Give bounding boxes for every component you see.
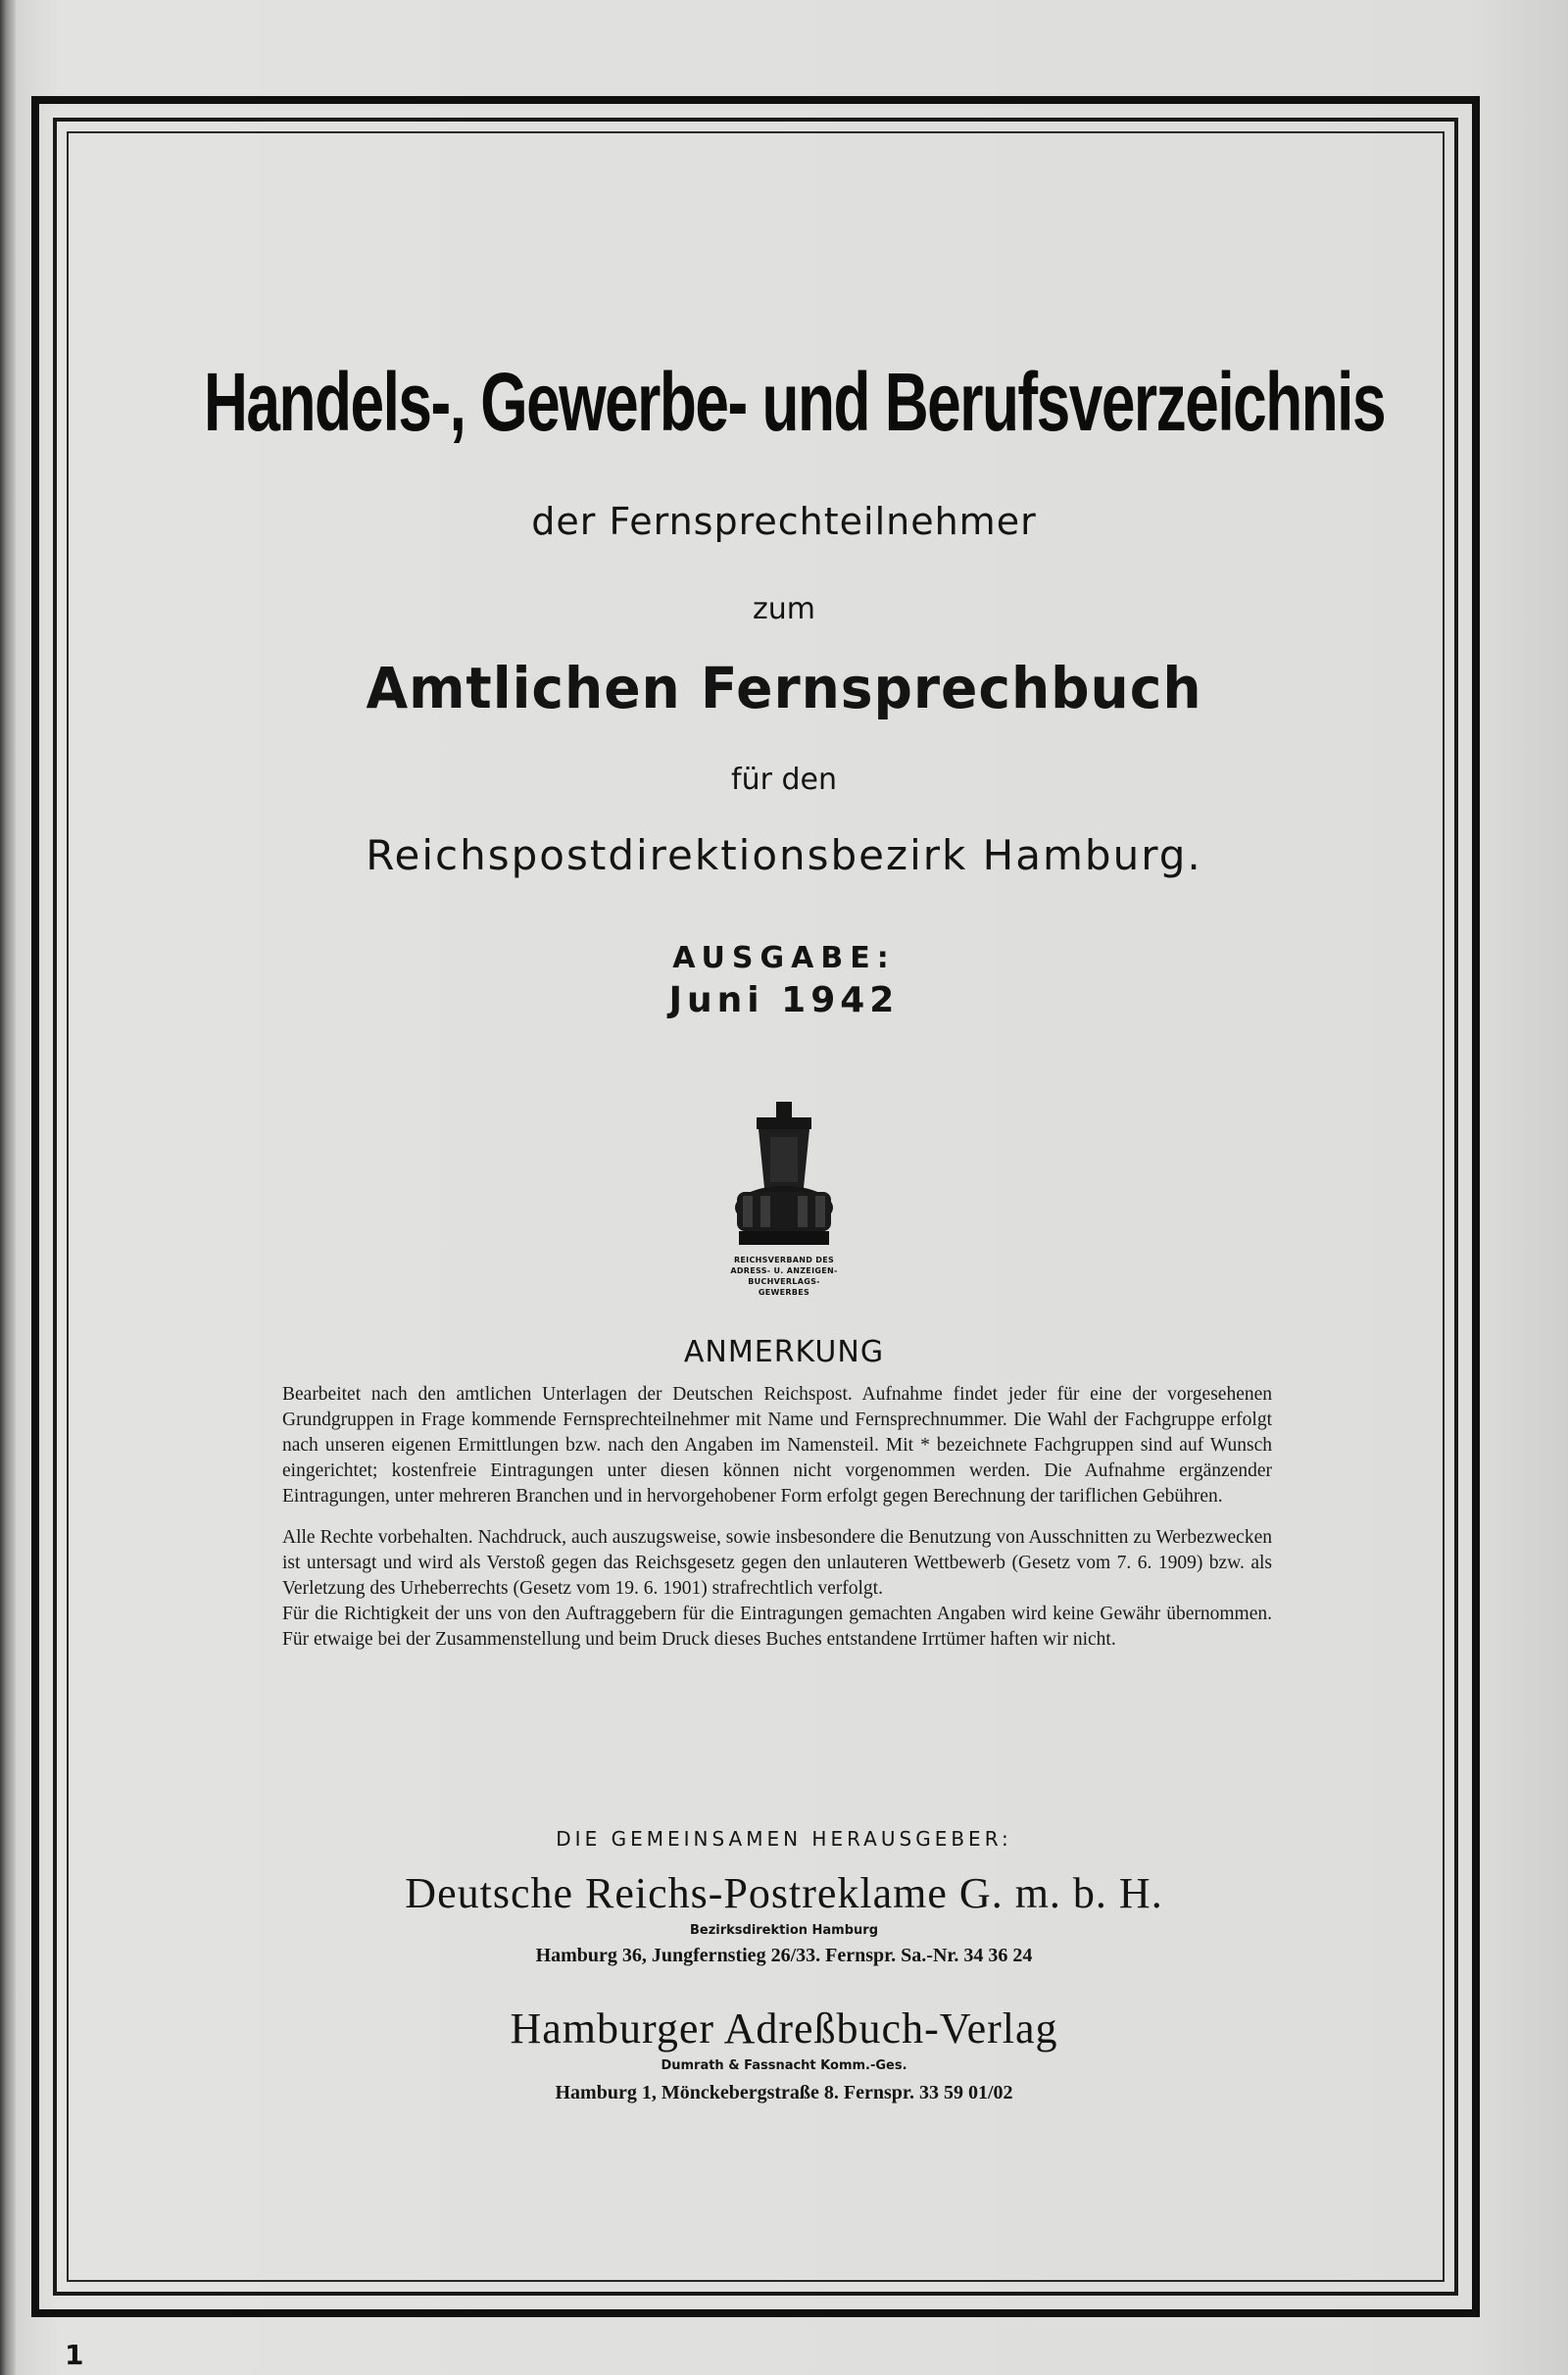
note-paragraph-2: Alle Rechte vorbehalten. Nachdruck, auch auszugsweise, sowie insbesondere die Benutzung von Ausschnitten zu Werbezwecken ist untersagt und wird als Verstoß gegen das Reichsgesetz gegen den unlauteren Wettbewerb (Gesetz vom 7. 6. 1909) bzw. als Verletzung des Urheberrechts (Gesetz vom 19. 6. 1901) strafrechtlich verfolgt.: [282, 1527, 1272, 1599]
edition-label: AUSGABE:: [672, 941, 896, 975]
eagle-emblem-icon: [715, 1098, 853, 1255]
publisher-2-name: Hamburger Adreßbuch-Verlag: [510, 2004, 1058, 2053]
note-paragraph-3: Für die Richtigkeit der uns von den Auftraggebern für die Eintragungen gemachten Angaben wird keine Gewähr übernommen. Für etwaige bei der Zusammenstellung und beim Druck dieses Buches entstandene Irrtümer haften wir nicht.: [282, 1604, 1272, 1650]
subtitle-line-1: der Fernsprechteilnehmer: [531, 500, 1037, 543]
publisher-2-subline: Dumrath & Fassnacht Komm.-Ges.: [661, 2058, 907, 2073]
emblem-caption: REICHSVERBAND DES ADRESS- U. ANZEIGEN- BUCHVERLAGS- GEWERBES: [730, 1256, 838, 1297]
edition-date: Juni 1942: [668, 980, 900, 1020]
page-number: 1: [65, 2339, 84, 2371]
note-paragraph-1: Bearbeitet nach den amtlichen Unterlagen der Deutschen Reichspost. Aufnahme findet jeder für eine der vorgesehenen Grundgruppen in Frage kommende Fernsprechteilnehmer mit Name und Fernsprechnummer. Die Wahl der Fachgruppe erfolgt nach unseren eigenen Ermittlungen bzw. nach den Angaben im Namensteil. Mit * bezeichnete Fachgruppen sind auf Wunsch eingerichtet; kostenfreie Eintragungen unter diesen können nicht vorgenommen werden. Die Aufnahme ergänzender Eintragungen, unter mehreren Branchen und in hervorgehobener Form erfolgt gegen Berechnung der tariflichen Gebühren.: [282, 1384, 1272, 1507]
publishers-label: DIE GEMEINSAMEN HERAUSGEBER:: [556, 1827, 1012, 1851]
publisher-1-subline: Bezirksdirektion Hamburg: [689, 1923, 879, 1938]
note-body: [282, 1382, 1272, 1668]
note-heading: ANMERKUNG: [683, 1335, 885, 1369]
document-title: Handels-, Gewerbe- und Berufsverzeichnis: [204, 356, 1386, 448]
publisher-emblem: [715, 1098, 853, 1313]
publisher-1-address: Hamburg 36, Jungfernstieg 26/33. Fernspr. Sa.-Nr. 34 36 24: [535, 1945, 1033, 1966]
subtitle-line-3: Amtlichen Fernsprechbuch: [366, 655, 1202, 721]
subtitle-line-2: zum: [753, 592, 815, 626]
subtitle-line-4: für den: [731, 763, 837, 797]
subtitle-line-5: Reichspostdirektionsbezirk Hamburg.: [366, 831, 1202, 879]
publisher-1-name: Deutsche Reichs-Postreklame G. m. b. H.: [405, 1869, 1163, 1917]
publisher-2-address: Hamburg 1, Mönckebergstraße 8. Fernspr. 33 59 01/02: [555, 2082, 1013, 2103]
